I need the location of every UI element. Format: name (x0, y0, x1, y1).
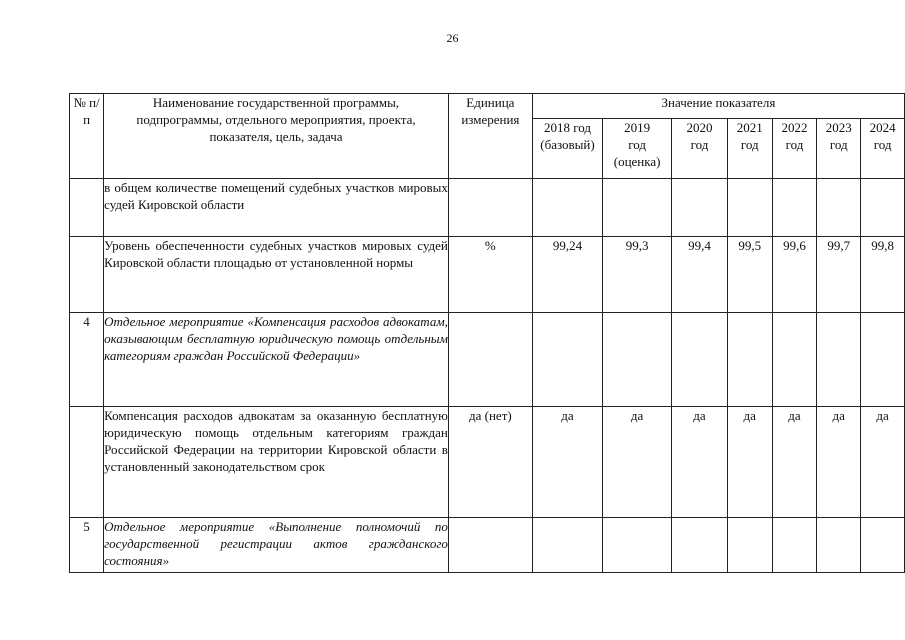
row-value (672, 313, 728, 407)
table-row (70, 518, 905, 573)
row-name: Отдельное мероприятие «Компенсация расходов адвокатам, оказывающим бесплатную юридическую помощь отдельным категориям граждан Российской Федерации» (104, 313, 449, 407)
table-row (70, 407, 905, 518)
row-value: да (772, 407, 817, 518)
year-header (772, 119, 817, 179)
row-value: 99,24 (532, 237, 602, 313)
row-value (861, 518, 905, 573)
year-header (672, 119, 728, 179)
row-value (727, 313, 772, 407)
year-header (727, 119, 772, 179)
row-value: 99,7 (817, 237, 861, 313)
row-name: в общем количестве помещений судебных участков мировых судей Кировской области (104, 179, 449, 237)
row-value: да (727, 407, 772, 518)
table-row (70, 237, 905, 313)
year-label: 2020 год (686, 120, 713, 152)
row-value: 99,3 (603, 237, 672, 313)
row-num: 5 (70, 518, 104, 573)
row-num (70, 407, 104, 518)
row-value (603, 313, 672, 407)
row-name: Уровень обеспеченности судебных участков мировых судей Кировской области площадью от установленной нормы (104, 237, 449, 313)
table-row (70, 179, 905, 237)
row-value (532, 179, 602, 237)
row-value (772, 518, 817, 573)
year-header (861, 119, 905, 179)
row-value (817, 313, 861, 407)
row-value (532, 518, 602, 573)
row-value: 99,6 (772, 237, 817, 313)
row-unit (448, 313, 532, 407)
year-header (603, 119, 672, 179)
row-unit: % (448, 237, 532, 313)
year-label: 2018 год (543, 120, 591, 135)
indicator-table (69, 93, 905, 573)
year-label: 2022 год (781, 120, 808, 152)
header-values: Значение показателя (532, 94, 904, 119)
row-value: да (861, 407, 905, 518)
row-value (772, 313, 817, 407)
row-name: Отдельное мероприятие «Выполнение полномочий по государственной регистрации актов гражданского состояния» (104, 518, 449, 573)
year-label: 2019 год (624, 120, 651, 152)
year-label: 2023 год (825, 120, 852, 152)
year-note: (оценка) (613, 154, 661, 169)
row-value (672, 179, 728, 237)
row-value: 99,5 (727, 237, 772, 313)
header-name: Наименование государственной программы, подпрограммы, отдельного мероприятия, проекта, показателя, цель, задача (104, 94, 449, 179)
header-num: № п/п (70, 94, 104, 179)
row-value (861, 313, 905, 407)
row-value: да (817, 407, 861, 518)
row-unit: да (нет) (448, 407, 532, 518)
row-value (772, 179, 817, 237)
year-header (532, 119, 602, 179)
year-header (817, 119, 861, 179)
row-value (532, 313, 602, 407)
row-num (70, 237, 104, 313)
row-name: Компенсация расходов адвокатам за оказанную бесплатную юридическую помощь отдельным категориям граждан Российской Федерации на территории Кировской области в установленный законодательством срок (104, 407, 449, 518)
row-value (603, 518, 672, 573)
row-value (817, 179, 861, 237)
row-value: да (672, 407, 728, 518)
row-unit (448, 518, 532, 573)
row-value (817, 518, 861, 573)
row-value: да (603, 407, 672, 518)
row-value (672, 518, 728, 573)
row-value: 99,4 (672, 237, 728, 313)
table-row (70, 313, 905, 407)
row-value (603, 179, 672, 237)
row-value (727, 518, 772, 573)
year-label: 2024 год (869, 120, 896, 152)
year-label: 2021 год (736, 120, 763, 152)
row-value: да (532, 407, 602, 518)
header-unit: Единица измерения (448, 94, 532, 179)
page-number: 26 (446, 31, 459, 45)
row-num (70, 179, 104, 237)
row-unit (448, 179, 532, 237)
year-note: (базовый) (540, 137, 595, 152)
row-num: 4 (70, 313, 104, 407)
row-value: 99,8 (861, 237, 905, 313)
row-value (727, 179, 772, 237)
row-value (861, 179, 905, 237)
